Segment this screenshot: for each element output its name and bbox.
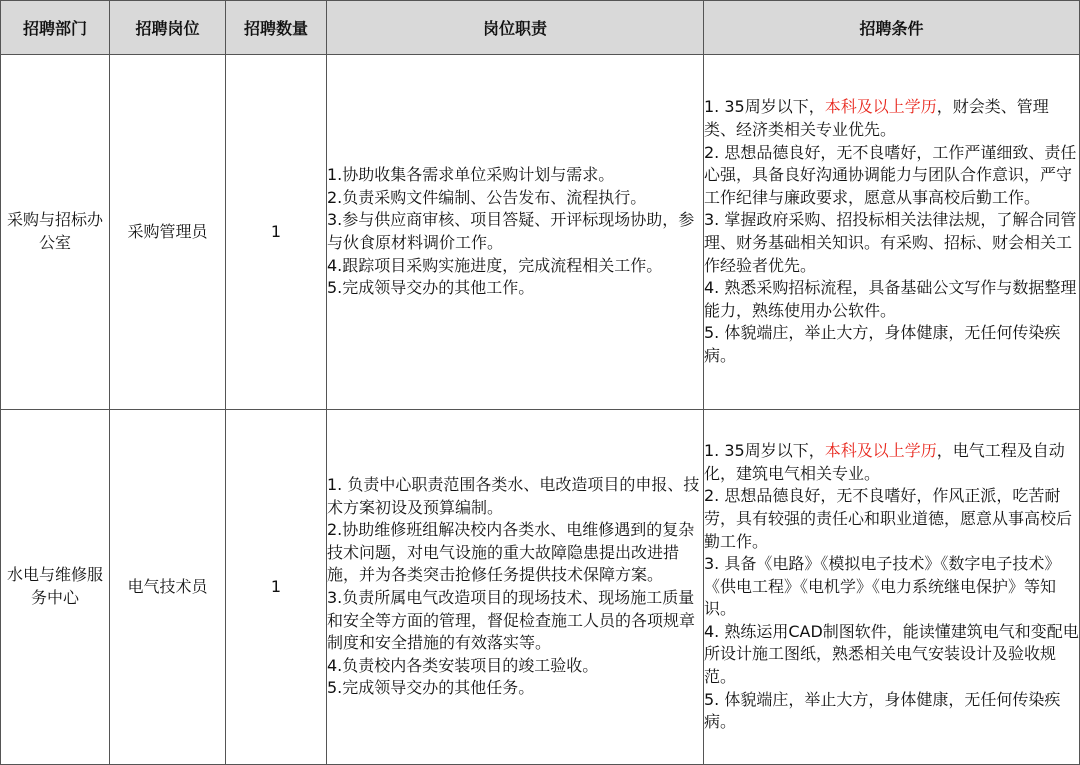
duty-item: 2.负责采购文件编制、公告发布、流程执行。 bbox=[327, 187, 647, 207]
requirement-item: 5. 体貌端庄，举止大方，身体健康，无任何传染疾病。 bbox=[704, 689, 1061, 732]
requirement-major: ，电气工程及自动化，建筑电气相关专业。 bbox=[704, 441, 1065, 483]
header-duties: 岗位职责 bbox=[327, 1, 704, 55]
requirements-cell bbox=[704, 55, 1080, 410]
duty-item: 1.协助收集各需求单位采购计划与需求。 bbox=[327, 165, 615, 185]
requirement-item: 5. 体貌端庄，举止大方，身体健康，无任何传染疾病。 bbox=[704, 323, 1061, 365]
dept-cell: 水电与维修服务中心 bbox=[1, 410, 110, 765]
requirement-item: 3. 具备《电路》《模拟电子技术》《数字电子技术》《供电工程》《电机学》《电力系统继电保护》等知识。 bbox=[704, 554, 1061, 619]
requirement-item: 2. 思想品德良好，无不良嗜好，工作严谨细致、责任心强，具备良好沟通协调能力与团队合作意识，严守工作纪律与廉政要求，愿意从事高校后勤工作。 bbox=[704, 142, 1077, 207]
header-requirements: 招聘条件 bbox=[704, 1, 1080, 55]
dept-cell: 采购与招标办公室 bbox=[1, 55, 110, 410]
requirement-item: 4. 熟练运用CAD制图软件，能读懂建筑电气和变配电所设计施工图纸，熟悉相关电气安装设计及验收规范。 bbox=[704, 621, 1079, 687]
education-highlight: 本科及以上学历 bbox=[824, 441, 937, 461]
requirement-age: 1. 35周岁以下， bbox=[704, 441, 825, 461]
duty-item: 5.完成领导交办的其他工作。 bbox=[327, 278, 535, 298]
requirements-cell bbox=[704, 410, 1080, 765]
duty-item: 1. 负责中心职责范围各类水、电改造项目的申报、技术方案初设及预算编制。 bbox=[327, 475, 700, 517]
position-cell: 采购管理员 bbox=[110, 55, 226, 410]
header-row bbox=[1, 1, 1080, 55]
duty-item: 4.负责校内各类安装项目的竣工验收。 bbox=[327, 655, 599, 675]
duties-cell bbox=[327, 55, 704, 410]
requirement-item: 4. 熟悉采购招标流程，具备基础公文写作与数据整理能力，熟练使用办公软件。 bbox=[704, 278, 1077, 320]
duty-item: 3.负责所属电气改造项目的现场技术、现场施工质量和安全等方面的管理，督促检查施工人员的各项规章制度和安全措施的有效落实等。 bbox=[327, 588, 696, 653]
requirement-major: ，财会类、管理类、经济类相关专业优先。 bbox=[704, 97, 1049, 140]
requirement-item: 3. 掌握政府采购、招投标相关法律法规，了解合同管理、财务基础相关知识。有采购、招标、财会相关工作经验者优先。 bbox=[704, 210, 1077, 275]
requirement-item bbox=[704, 440, 1079, 485]
table-row bbox=[1, 55, 1080, 410]
duty-item: 3.参与供应商审核、项目答疑、开评标现场协助，参与伙食原材料调价工作。 bbox=[327, 210, 695, 252]
requirement-item bbox=[704, 96, 1079, 141]
header-count: 招聘数量 bbox=[226, 1, 327, 55]
duty-item: 5.完成领导交办的其他任务。 bbox=[327, 678, 535, 698]
requirement-item: 2. 思想品德良好，无不良嗜好，作风正派，吃苦耐劳，具有较强的责任心和职业道德，愿意从事高校后勤工作。 bbox=[704, 486, 1073, 551]
duty-item: 4.跟踪项目采购实施进度，完成流程相关工作。 bbox=[327, 255, 663, 275]
position-cell: 电气技术员 bbox=[110, 410, 226, 765]
requirement-age: 1. 35周岁以下， bbox=[704, 97, 825, 117]
header-dept: 招聘部门 bbox=[1, 1, 110, 55]
count-cell: 1 bbox=[226, 55, 327, 410]
education-highlight: 本科及以上学历 bbox=[824, 97, 937, 117]
duty-item: 2.协助维修班组解决校内各类水、电维修遇到的复杂技术问题，对电气设施的重大故障隐患提出改进措施，并为各类突击抢修任务提供技术保障方案。 bbox=[327, 520, 695, 585]
header-position: 招聘岗位 bbox=[110, 1, 226, 55]
count-cell: 1 bbox=[226, 410, 327, 765]
duties-cell bbox=[327, 410, 704, 765]
table-row bbox=[1, 410, 1080, 765]
